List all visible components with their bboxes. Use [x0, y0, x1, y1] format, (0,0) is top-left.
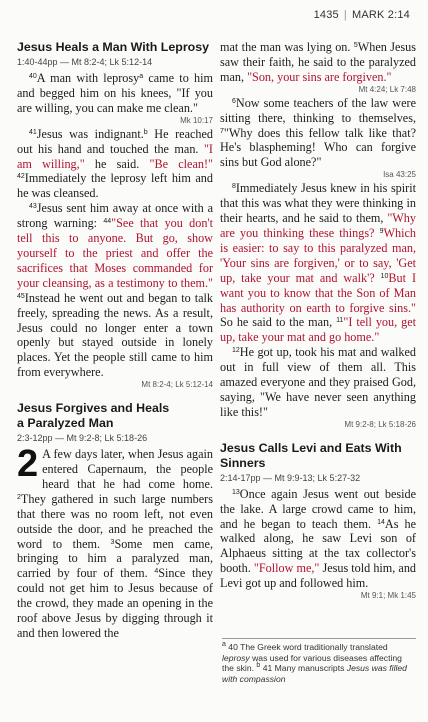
words-of-jesus: But I want you to know that the Son of Man has authority on earth to forgive sins.": [220, 270, 416, 315]
words-of-jesus: "Why are you thinking these things?: [220, 211, 416, 240]
section-heading-leprosy: Jesus Heals a Man With Leprosy: [17, 40, 210, 54]
verse-8: $^8$Immediately Jesus knew in his spirit that this was what they were thinking in their hearts, and he said to them, "Why are you thinking these things? $^9$Which is easier: to say to this paralyzed man, 'Your sins are forgiven,' or to say, 'Get up, take your mat and walk'? $^{10}$But I want you to know that the Son of Man has authority on earth to forgive sins." So he said to the man, $^{11}$"I tell you, get up, take your mat and go home.": [220, 181, 416, 345]
right-column: [220, 40, 416, 602]
verse-4-cont: mat the man was lying on. $^5$When Jesus saw their faith, he said to the paralyzed man, "Son, your sins are forgiven.": [220, 40, 416, 84]
words-of-jesus: "Follow me,": [253, 561, 320, 576]
chapter-2-opening: 2 A few days later, when Jesus again entered Capernaum, the people heard that he had come home. $^2$They gathered in such large numbers that there was no room left, not even outside the door, and he preached the word to them. $^3$Some men came, bringing to him a paralyzed man, carried by four of them. $^4$Since they could not get him to Jesus because of the crowd, they made an opening in the roof above Jesus by digging through it and then lowered the: [17, 443, 213, 640]
footnote-marker-a[interactable]: a: [139, 73, 144, 80]
section-heading-paralyzed: Jesus Forgives and Heals a Paralyzed Man: [17, 401, 170, 431]
verse-13: $^{13}$Once again Jesus went out beside the lake. A large crowd came to him, and he began to teach them. $^{14}$As he walked along, he saw Levi son of Alphaeus sitting at the tax collector's booth. "Follow me," Jesus told him, and Levi got up and followed him.: [220, 486, 417, 591]
left-column: [17, 40, 213, 641]
words-of-jesus: Which is easier: to say to this paralyzed man, 'Your sins are forgiven,' or to say, 'Get up, take your mat and walk'?: [220, 225, 416, 285]
footnote-marker-b[interactable]: b: [143, 128, 148, 136]
cross-reference[interactable]: Isa 43:25: [383, 170, 416, 180]
section-gap: [17, 391, 213, 401]
header-reference: MARK 2:14: [351, 9, 410, 21]
verse-6: $^6$Now some teachers of the law were sitting there, thinking to themselves, $^7$"Why does this fellow talk like that? He's blaspheming! Who can forgive sins but God alone?": [220, 95, 416, 170]
words-of-jesus: "I tell you, get up, take your mat and go home.": [220, 315, 416, 345]
section-heading-levi: Jesus Calls Levi and Eats With Sinners: [220, 440, 402, 470]
parallel-reference: 2:14-17pp — Mt 9:9-13; Lk 5:27-32: [220, 472, 361, 483]
footnotes: [222, 638, 416, 684]
verse-41: $^{41}$Jesus was indignant.$^b$ He reached out his hand and touched the man. "I am willing," he said. "Be clean!" $^{42}$Immediately the leprosy left him and he was cleansed.: [17, 126, 213, 201]
footnote-b: $^b$ 41 Many manuscripts Jesus was filled with compassion: [222, 662, 407, 684]
page-number: 1435: [313, 9, 339, 21]
footnote-a: $^a$ 40 The Greek word traditionally translated leprosy was used for various diseases affecting the skin.: [222, 641, 402, 674]
words-of-jesus: "See that you don't tell this to anyone. But go, show yourself to the priest and offer the sacrifices that Moses commanded for your cleansing, as a testimony to them.": [17, 216, 213, 290]
cross-reference[interactable]: Mt 8:2-4; Lk 5:12-14: [141, 380, 213, 390]
header-separator: |: [343, 9, 347, 21]
parallel-reference: 1:40-44pp — Mt 8:2-4; Lk 5:12-14: [17, 57, 153, 67]
chapter-number: 2: [17, 443, 39, 486]
section-gap: [220, 431, 416, 441]
words-of-jesus: "I am willing,": [17, 141, 213, 171]
cross-reference[interactable]: Mt 4:24; Lk 7:48: [358, 84, 416, 94]
verse-40: $^{40}$A man with leprosy$^a$ came to him and begged him on his knees, "If you are willing, you can make me clean.": [17, 71, 213, 115]
words-of-jesus: "Son, your sins are forgiven.": [247, 69, 392, 84]
verse-12: $^{12}$He got up, took his mat and walked out in full view of them all. This amazed everyone and they praised God, saying, "We have never seen anything like this!": [220, 345, 416, 419]
cross-reference[interactable]: Mt 9:1; Mk 1:45: [360, 591, 416, 601]
cross-reference[interactable]: Mk 10:17: [180, 115, 213, 125]
cross-reference[interactable]: Mt 9:2-8; Lk 5:18-26: [344, 419, 416, 429]
running-header: [314, 9, 410, 21]
parallel-reference: 2:3-12pp — Mt 9:2-8; Lk 5:18-26: [17, 433, 148, 444]
verse-43: $^{43}$Jesus sent him away at once with a strong warning: $^{44}$"See that you don't tell this to anyone. But go, show yourself to the priest and offer the sacrifices that Moses commanded for your cleansing, as a testimony to them." $^{45}$Instead he went out and began to talk freely, spreading the news. As a result, Jesus could no longer enter a town openly but stayed outside in lonely places. Yet the people still came to him from everywhere.: [17, 201, 213, 380]
words-of-jesus: "Be clean!": [149, 156, 213, 171]
